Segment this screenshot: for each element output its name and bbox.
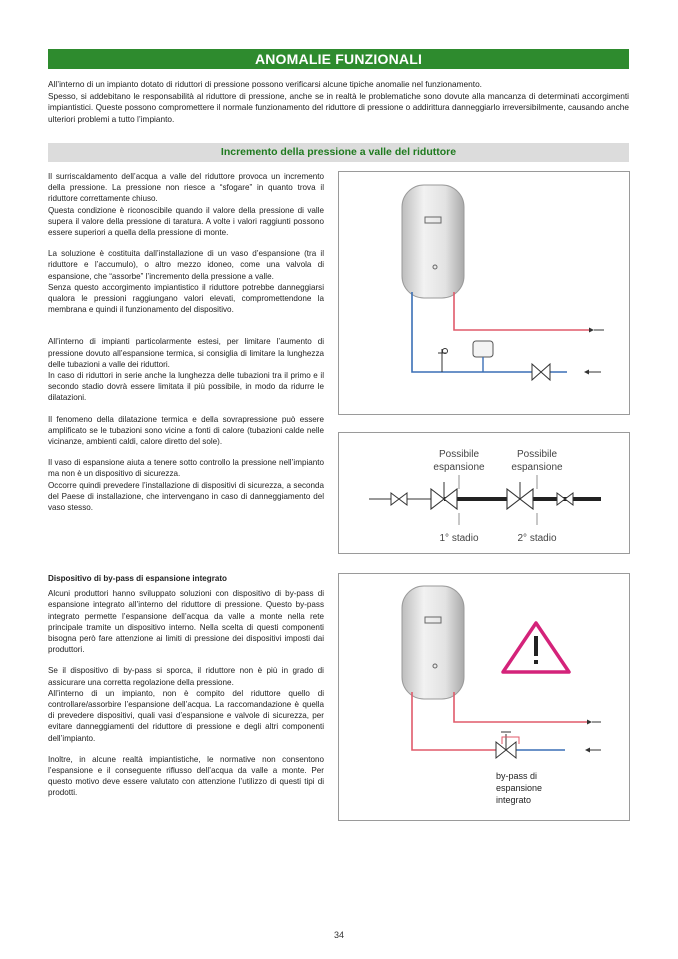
figure-integrated-bypass: [338, 573, 630, 821]
paragraph: Questa condizione è riconoscibile quando il valore della pressione di valle supera il valore della pressione di taratura. A volte i valori raggiunti possono essere superiori a quella della pressione di monte.: [48, 205, 324, 238]
label-possible-expansion-right-2: espansione: [511, 462, 563, 473]
intro-paragraph: Spesso, si addebitano le responsabilità al riduttore di pressione, anche se in realtà le problematiche sono dovute alla mancanza di determinati accorgimenti impiantistici. Queste possono compromettere il normale funzionamento del riduttore di pressione o addirittura danneggiarlo irreversibilmente, causando anche ulteriori problemi a tutto l’impianto.: [48, 90, 629, 124]
hot-water-pipe: [454, 692, 589, 722]
cold-water-pipe: [412, 292, 532, 372]
diagram-boiler-expansion-vessel: [339, 172, 629, 414]
paragraph: Alcuni produttori hanno sviluppato soluzioni con dispositivo di by-pass di espansione integrato all’interno del riduttore di pressione. Questo by-pass integrato permette l’espansione dell’acqua da valle a monte nella rete principale tramite un dispositivo interno. Nella scelta di questi componenti bisogna però fare attenzione ai limiti di pressione dei dispositivi imposti dai produttori.: [48, 589, 324, 655]
valve-right: [557, 493, 573, 505]
label-stage-1: 1° stadio: [439, 533, 479, 544]
figure-expansion-vessel: [338, 171, 630, 415]
paragraph: Occorre quindi prevedere l’installazione di dispositivi di sicurezza, a seconda del Paese di installazione, che intervengano in caso di danneggiamento del vaso stesso.: [48, 480, 324, 513]
label-stage-2: 2° stadio: [517, 533, 557, 544]
diagram-integrated-bypass: [339, 574, 629, 820]
figure-series-reducers: [338, 432, 630, 554]
page-title: ANOMALIE FUNZIONALI: [48, 49, 629, 69]
label-bypass-2: espansione: [496, 783, 543, 793]
paragraph: All’interno di impianti particolarmente estesi, per limitare l’aumento di pressione dovuto all’espansione termica, si consiglia di limitare la lunghezza delle tubazioni a valle dei riduttori.: [48, 337, 324, 369]
paragraph: Inoltre, in alcune realtà impiantistiche, le normative non consentono l’espansione e il conseguente riflusso dell’acqua da valle a monte. Per questo motivo deve essere valutato con attenzione l’utilizzo di questi tipi di prodotti.: [48, 754, 324, 798]
label-possible-expansion-left-2: espansione: [433, 462, 485, 473]
subsection-title: Dispositivo di by-pass di espansione integrato: [48, 574, 227, 583]
text: Il surriscaldamento dell’acqua a valle del riduttore provoca un incremento della pressione. La pressione non riesce a “sfogare” in quanto trova il riduttore correttamente chiuso.: [48, 172, 324, 204]
valve-left: [391, 493, 407, 505]
diagram-reducers-in-series: [339, 433, 629, 553]
text-column-pressure: [48, 171, 324, 523]
water-heater-tank: [402, 185, 464, 298]
intro-text: [48, 79, 629, 125]
text-column-bypass: [48, 573, 324, 809]
label-bypass-3: integrato: [496, 795, 532, 805]
label-possible-expansion-left: Possibile: [438, 449, 480, 460]
section-title: Incremento della pressione a valle del riduttore: [48, 143, 629, 162]
water-heater-tank: [402, 586, 464, 699]
expansion-vessel: [473, 341, 493, 357]
paragraph: [48, 171, 324, 205]
reducing-valve: [532, 364, 550, 380]
paragraph: Se il dispositivo di by-pass si sporca, il riduttore non è più in grado di assicurare una corretta regolazione della pressione.: [48, 666, 324, 687]
paragraph: La soluzione è costituita dall’installazione di un vaso d’espansione (tra il riduttore e l’accumulo), o altro mezzo idoneo, come una valvola di espansione, che “assorbe” l’incremento della pressione a valle.: [48, 249, 324, 281]
paragraph: Il vaso di espansione aiuta a tenere sotto controllo la pressione nell’impianto ma non è un dispositivo di sicurezza.: [48, 458, 324, 479]
paragraph: All’interno di un impianto, non è compito del riduttore quello di controllare/assorbire l’espansione dell’acqua. La raccomandazione è quella di prevedere dispositivi, quali vasi d’espansione e valvole di sicurezza, per evitare danneggiamenti del riduttore di pressione e degli altri componenti dell’impianto.: [48, 688, 324, 743]
hot-water-pipe: [454, 292, 591, 330]
page-number: 34: [333, 930, 344, 940]
label-possible-expansion-right: Possibile: [516, 449, 558, 460]
label-bypass-1: by-pass di: [496, 771, 538, 781]
paragraph: Il fenomeno della dilatazione termica e della sovrapressione può essere amplificato se le tubazioni sono vicine a fonti di calore (tubazioni calde nelle vicinanze, ambienti caldi, calore diretto del sole).: [48, 414, 324, 447]
paragraph: Senza questo accorgimento impiantistico il riduttore potrebbe danneggiarsi qualora le pressioni raggiungano valori elevati, compromettendone la membrana e quindi il funzionamento del dispositivo.: [48, 282, 324, 315]
paragraph: In caso di riduttori in serie anche la lunghezza delle tubazioni tra il primo e il secondo stadio dovrà essere limitata il più possibile, in modo da ridurre le dilatazioni.: [48, 371, 324, 403]
intro-paragraph: All’interno di un impianto dotato di riduttori di pressione possono verificarsi alcune tipiche anomalie nel funzionamento.: [48, 79, 482, 89]
